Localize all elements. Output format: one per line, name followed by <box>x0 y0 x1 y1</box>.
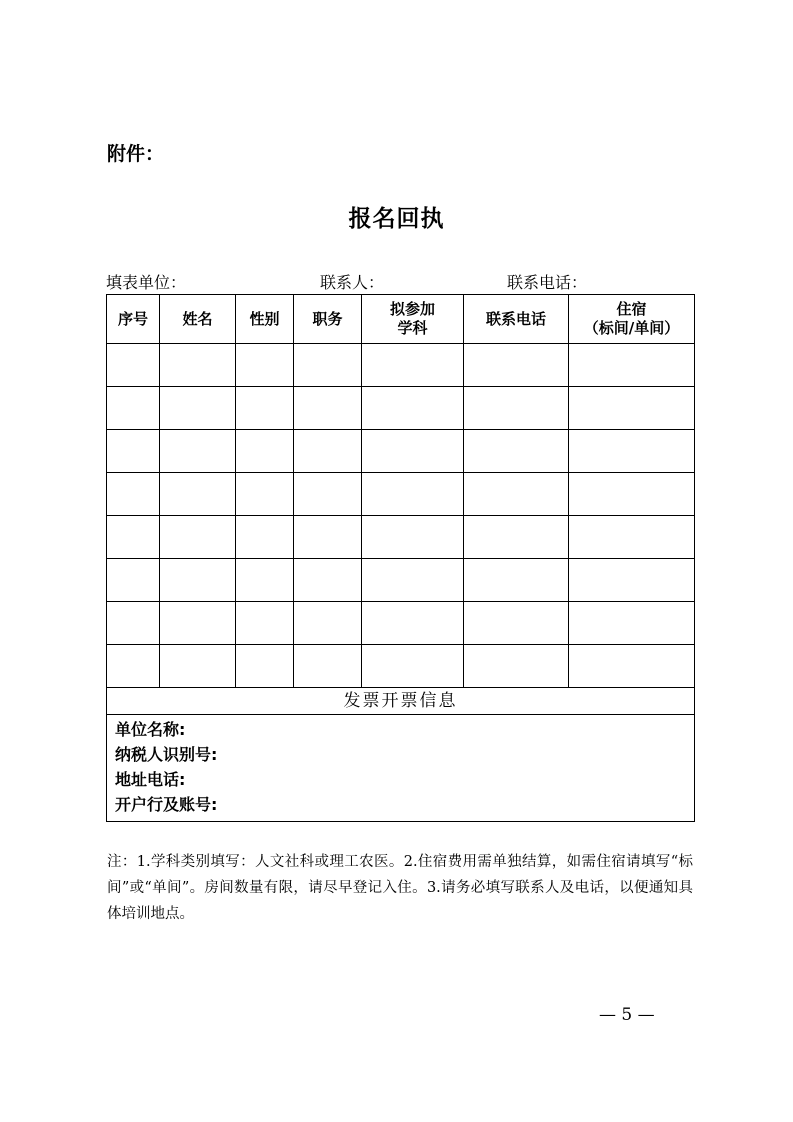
table-cell[interactable] <box>160 387 236 430</box>
table-cell[interactable] <box>362 602 464 645</box>
table-cell[interactable] <box>160 516 236 559</box>
table-cell[interactable] <box>294 430 362 473</box>
table-cell[interactable] <box>294 473 362 516</box>
table-cell[interactable] <box>569 344 695 387</box>
table-cell[interactable] <box>464 430 569 473</box>
header-line: 性别 <box>249 309 280 328</box>
table-cell[interactable] <box>294 602 362 645</box>
table-cell[interactable] <box>107 473 160 516</box>
header-lodging <box>569 295 695 344</box>
invoice-title-row <box>107 688 695 715</box>
invoice-fields <box>107 715 695 822</box>
table-cell[interactable] <box>362 516 464 559</box>
table-cell[interactable] <box>362 645 464 688</box>
invoice-bank-account: 开户行及账号: <box>115 795 218 814</box>
table-cell[interactable] <box>362 559 464 602</box>
page-number: — 5 — <box>599 1005 655 1025</box>
table-cell[interactable] <box>362 344 464 387</box>
header-index <box>107 295 160 344</box>
header-line: （标间/单间） <box>583 319 680 337</box>
table-cell[interactable] <box>569 645 695 688</box>
invoice-address-phone: 地址电话: <box>115 770 186 789</box>
table-cell[interactable] <box>362 430 464 473</box>
table-cell[interactable] <box>107 344 160 387</box>
table-row <box>107 645 695 688</box>
table-cell[interactable] <box>569 473 695 516</box>
table-cell[interactable] <box>236 645 294 688</box>
registration-table <box>106 294 695 822</box>
table-cell[interactable] <box>160 473 236 516</box>
table-cell[interactable] <box>362 473 464 516</box>
note-text: 注：1.学科类别填写：人文社科或理工农医。2.住宿费用需单独结算，如需住宿请填写“标间”或“单间”。房间数量有限，请尽早登记入住。3.请务必填写联系人及电话，以便通知具体培训地点。 <box>107 854 693 922</box>
table-cell[interactable] <box>107 387 160 430</box>
table-cell[interactable] <box>160 430 236 473</box>
header-line: 住宿 <box>616 300 647 318</box>
table-row <box>107 473 695 516</box>
header-line: 姓名 <box>182 309 213 328</box>
table-cell[interactable] <box>107 430 160 473</box>
table-cell[interactable] <box>464 516 569 559</box>
header-name <box>160 295 236 344</box>
fill-line <box>0 272 793 294</box>
table-cell[interactable] <box>569 602 695 645</box>
table-cell[interactable] <box>236 516 294 559</box>
table-cell[interactable] <box>294 559 362 602</box>
table-header-row <box>107 295 695 344</box>
table-row <box>107 516 695 559</box>
table-cell[interactable] <box>294 516 362 559</box>
table-cell[interactable] <box>236 602 294 645</box>
table-cell[interactable] <box>107 645 160 688</box>
table-cell[interactable] <box>362 387 464 430</box>
table-cell[interactable] <box>160 559 236 602</box>
header-line: 职务 <box>312 309 343 328</box>
unit-label: 填表单位： <box>106 273 187 292</box>
table-cell[interactable] <box>294 344 362 387</box>
table-cell[interactable] <box>464 559 569 602</box>
table-row <box>107 430 695 473</box>
header-subject <box>362 295 464 344</box>
table-cell[interactable] <box>569 559 695 602</box>
invoice-fields-row <box>107 715 695 822</box>
table-row <box>107 387 695 430</box>
attachment-label: 附件： <box>107 143 165 165</box>
table-cell[interactable] <box>236 559 294 602</box>
page-title: 报名回执 <box>348 205 445 232</box>
table-cell[interactable] <box>464 473 569 516</box>
table-cell[interactable] <box>464 645 569 688</box>
contact-label: 联系人： <box>320 273 385 292</box>
table-cell[interactable] <box>160 645 236 688</box>
invoice-title: 发票开票信息 <box>107 688 695 715</box>
header-position <box>294 295 362 344</box>
header-phone <box>464 295 569 344</box>
header-line: 序号 <box>117 309 148 328</box>
header-gender <box>236 295 294 344</box>
table-cell[interactable] <box>569 430 695 473</box>
table-cell[interactable] <box>160 602 236 645</box>
table-cell[interactable] <box>464 387 569 430</box>
table-cell[interactable] <box>464 344 569 387</box>
table-cell[interactable] <box>107 516 160 559</box>
invoice-company-name: 单位名称: <box>115 720 186 739</box>
table-row <box>107 602 695 645</box>
table-cell[interactable] <box>569 516 695 559</box>
table-cell[interactable] <box>569 387 695 430</box>
table-cell[interactable] <box>464 602 569 645</box>
table-cell[interactable] <box>236 430 294 473</box>
table-cell[interactable] <box>236 387 294 430</box>
table-row <box>107 344 695 387</box>
header-line: 联系电话 <box>485 309 546 328</box>
invoice-tax-id: 纳税人识别号: <box>115 745 218 764</box>
table-cell[interactable] <box>160 344 236 387</box>
header-line: 学科 <box>397 319 428 337</box>
table-cell[interactable] <box>236 473 294 516</box>
phone-label: 联系电话： <box>507 273 588 292</box>
table-cell[interactable] <box>294 387 362 430</box>
table-cell[interactable] <box>107 602 160 645</box>
header-line: 拟参加 <box>389 300 435 318</box>
table-cell[interactable] <box>236 344 294 387</box>
table-cell[interactable] <box>294 645 362 688</box>
table-row <box>107 559 695 602</box>
table-cell[interactable] <box>107 559 160 602</box>
